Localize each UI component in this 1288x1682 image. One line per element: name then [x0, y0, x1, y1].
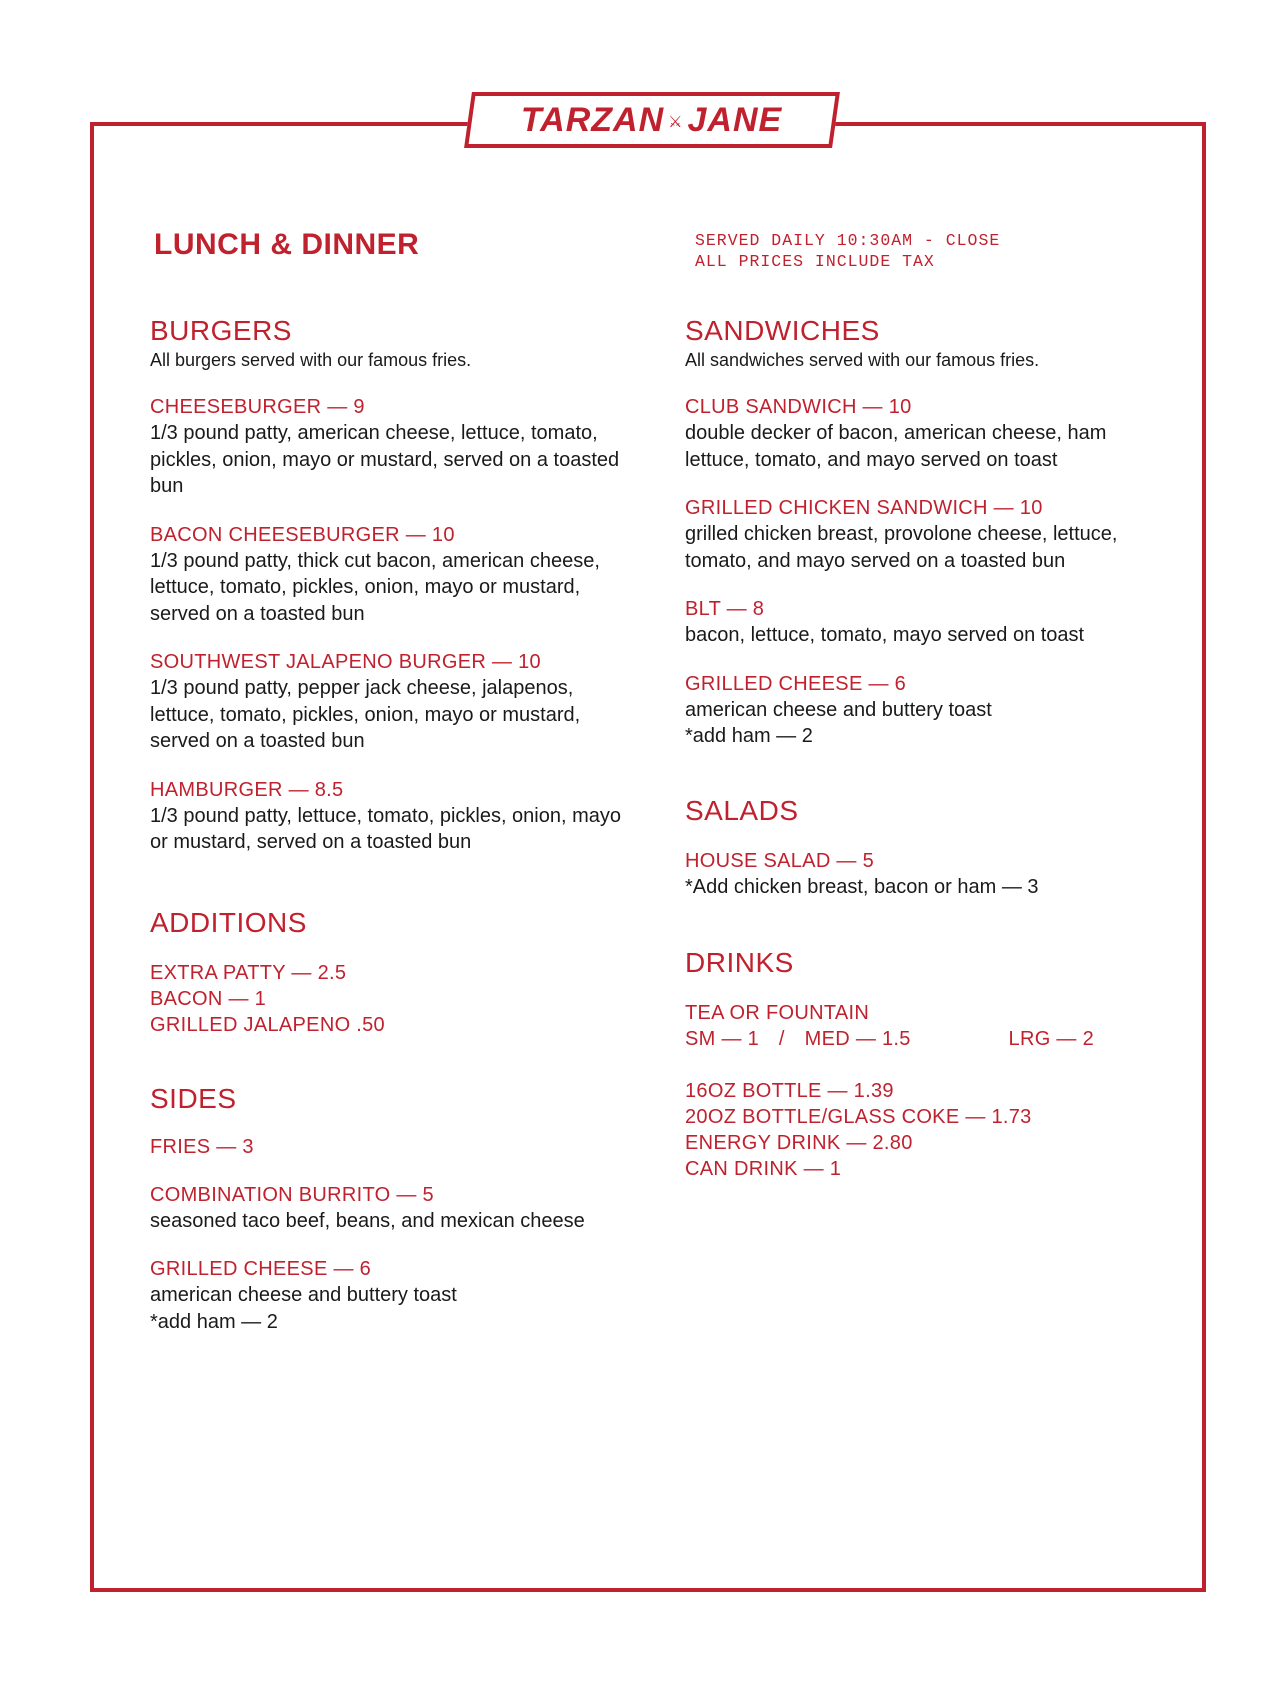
- section-heading: BURGERS: [150, 315, 292, 346]
- menu-item: [685, 848, 1165, 901]
- fountain-med: MED — 1.5: [804, 1028, 911, 1050]
- fountain-sep: /: [778, 1028, 785, 1050]
- hours-line: SERVED DAILY 10:30AM - CLOSE: [695, 231, 1001, 250]
- left-column: [150, 314, 640, 1335]
- item-desc: bacon, lettuce, tomato, mayo served on toast: [685, 624, 1085, 646]
- brand-logo: [464, 92, 840, 148]
- addition-item: BACON — 1: [150, 987, 267, 1010]
- burgers-section: [150, 314, 640, 856]
- menu-item: [150, 1134, 640, 1160]
- service-hours: [695, 230, 1000, 272]
- brand-right: JANE: [687, 100, 783, 139]
- salads-section: [685, 794, 1165, 901]
- item-note: *add ham — 2: [685, 725, 813, 747]
- section-heading: SANDWICHES: [685, 315, 880, 346]
- drink-item: CAN DRINK — 1: [685, 1158, 842, 1180]
- item-desc: 1/3 pound patty, american cheese, lettuce, tomato, pickles, onion, mayo or mustard, served on a toasted bun: [150, 422, 620, 497]
- drink-item: 16OZ BOTTLE — 1.39: [685, 1080, 894, 1102]
- item-name: CLUB SANDWICH — 10: [685, 396, 912, 418]
- menu-item: [150, 1182, 640, 1235]
- item-name: GRILLED CHICKEN SANDWICH — 10: [685, 497, 1043, 519]
- item-desc: 1/3 pound patty, thick cut bacon, american cheese, lettuce, tomato, pickles, onion, mayo or mustard, served on a toasted bun: [150, 549, 600, 625]
- fountain-name: TEA OR FOUNTAIN: [685, 1002, 870, 1024]
- menu-item: [150, 394, 640, 500]
- brand-left: TARZAN: [521, 100, 665, 139]
- item-name: GRILLED CHEESE — 6: [150, 1258, 372, 1280]
- item-desc: *Add chicken breast, bacon or ham — 3: [685, 875, 1039, 898]
- item-desc: double decker of bacon, american cheese, ham lettuce, tomato, and mayo served on toast: [685, 422, 1107, 471]
- drinks-section: [685, 946, 1165, 1182]
- drink-item: 20OZ BOTTLE/GLASS COKE — 1.73: [685, 1106, 1032, 1128]
- addition-item: EXTRA PATTY — 2.5: [150, 961, 347, 984]
- section-heading: DRINKS: [685, 947, 794, 978]
- right-column: [685, 314, 1165, 1182]
- item-name: HAMBURGER — 8.5: [150, 778, 344, 801]
- item-desc: grilled chicken breast, provolone cheese, lettuce, tomato, and mayo served on a toasted bun: [685, 523, 1118, 572]
- additions-section: [150, 906, 640, 1038]
- fountain-sm: SM — 1: [685, 1028, 760, 1050]
- item-name: SOUTHWEST JALAPENO BURGER — 10: [150, 651, 541, 673]
- menu-item: [150, 649, 640, 755]
- item-desc: seasoned taco beef, beans, and mexican cheese: [150, 1209, 585, 1232]
- menu-item: [150, 777, 640, 856]
- item-name: FRIES — 3: [150, 1135, 254, 1158]
- menu-item: [685, 596, 1165, 649]
- menu-item: [685, 671, 1165, 750]
- item-desc: 1/3 pound patty, pepper jack cheese, jalapenos, lettuce, tomato, pickles, onion, mayo or mustard, served on a toasted bun: [150, 677, 581, 752]
- menu-title: LUNCH & DINNER: [154, 228, 420, 261]
- fountain-lrg: LRG — 2: [1008, 1028, 1095, 1050]
- tax-line: ALL PRICES INCLUDE TAX: [695, 252, 935, 271]
- item-desc: american cheese and buttery toast: [150, 1284, 457, 1306]
- section-heading: ADDITIONS: [150, 906, 307, 938]
- addition-item: GRILLED JALAPENO .50: [150, 1013, 385, 1036]
- item-name: GRILLED CHEESE — 6: [685, 672, 907, 695]
- crossed-arrows-icon: ⚔: [668, 113, 684, 131]
- fountain-sizes: [685, 1026, 1165, 1052]
- item-desc: american cheese and buttery toast: [685, 698, 992, 721]
- drink-item: ENERGY DRINK — 2.80: [685, 1132, 913, 1154]
- menu-item: [685, 495, 1165, 574]
- item-name: HOUSE SALAD — 5: [685, 849, 875, 872]
- sides-section: [150, 1082, 640, 1336]
- menu-item: [150, 522, 640, 628]
- menu-item: [150, 1256, 640, 1335]
- item-desc: 1/3 pound patty, lettuce, tomato, pickles, onion, mayo or mustard, served on a toasted bun: [150, 804, 622, 853]
- section-subtitle: All burgers served with our famous fries.: [150, 350, 472, 370]
- item-name: BLT — 8: [685, 598, 765, 620]
- item-note: *add ham — 2: [150, 1310, 278, 1333]
- menu-item: [685, 394, 1165, 473]
- item-name: BACON CHEESEBURGER — 10: [150, 523, 455, 546]
- sandwiches-section: [685, 314, 1165, 750]
- section-heading: SALADS: [685, 794, 799, 826]
- section-subtitle: All sandwiches served with our famous fries.: [685, 350, 1040, 370]
- item-name: CHEESEBURGER — 9: [150, 396, 365, 418]
- item-name: COMBINATION BURRITO — 5: [150, 1183, 434, 1206]
- section-heading: SIDES: [150, 1082, 237, 1114]
